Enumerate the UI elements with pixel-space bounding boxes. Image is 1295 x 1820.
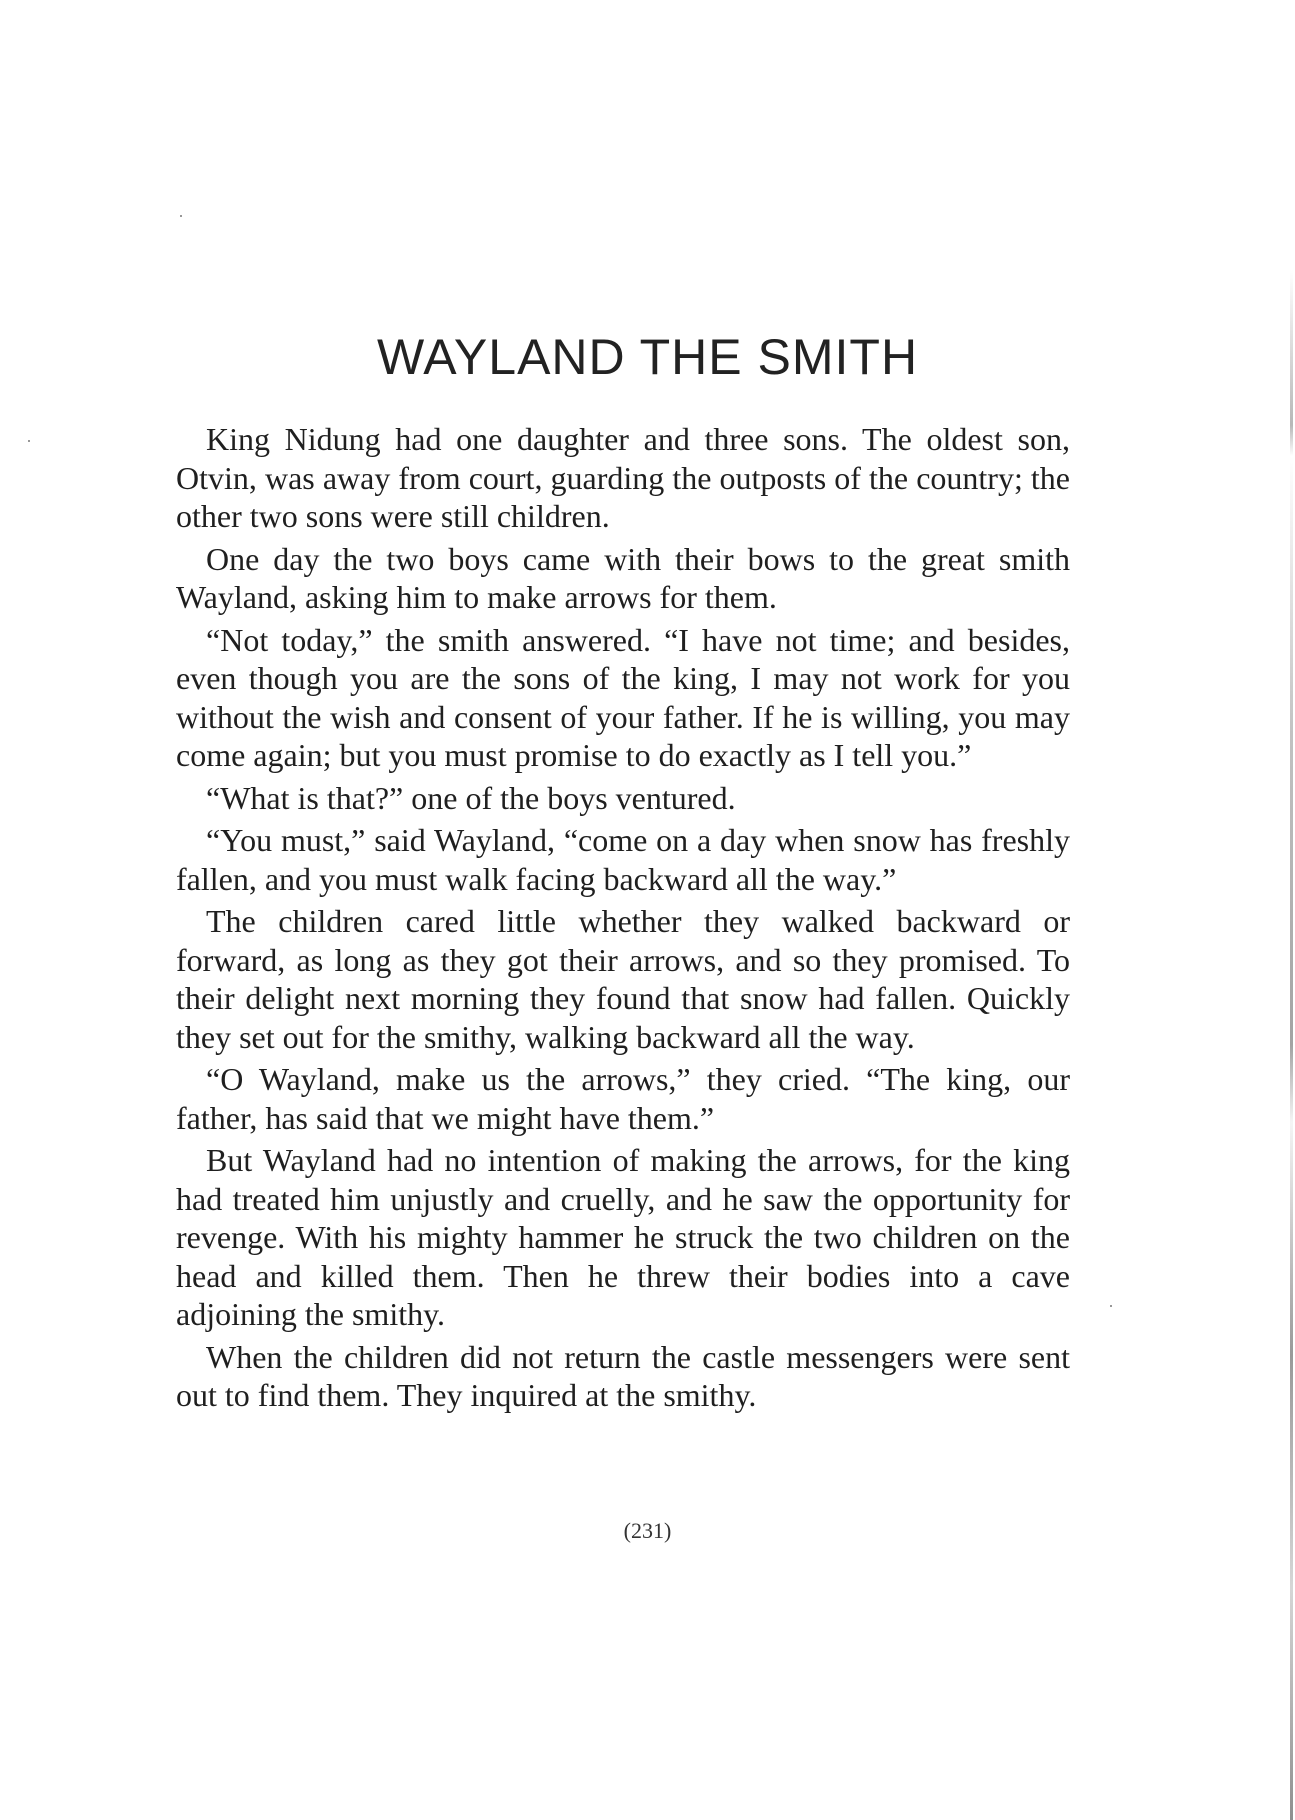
body-text <box>176 420 1070 1419</box>
paragraph: “You must,” said Wayland, “come on a day when snow has freshly fallen, and you must walk facing backward all the way.” <box>176 822 1070 897</box>
paragraph: One day the two boys came with their bows to the great smith Wayland, asking him to make arrows for them. <box>176 540 1070 615</box>
chapter-title: WAYLAND THE SMITH <box>376 329 919 385</box>
paragraph: “What is that?” one of the boys ventured. <box>206 779 736 816</box>
scan-speck <box>180 215 182 217</box>
scan-speck <box>1110 1305 1112 1307</box>
page-edge-shadow <box>1290 270 1293 1820</box>
paragraph: When the children did not return the castle messengers were sent out to find them. They inquired at the smithy. <box>176 1338 1070 1413</box>
paragraph: “Not today,” the smith answered. “I have not time; and besides, even though you are the sons of the king, I may not work for you without the wish and consent of your father. If he is willing, you may come again; but you must promise to do exactly as I tell you.” <box>176 621 1070 773</box>
paragraph: But Wayland had no intention of making the arrows, for the king had treated him unjustly and cruelly, and he saw the opportunity for revenge. With his mighty hammer he struck the two children on the head and killed them. Then he threw their bodies into a cave adjoining the smithy. <box>176 1142 1070 1332</box>
paragraph: The children cared little whether they walked backward or forward, as long as they got their arrows, and so they promised. To their delight next morning they found that snow had fallen. Quickly they set out for the smithy, walking backward all the way. <box>176 903 1070 1055</box>
paragraph: King Nidung had one daughter and three sons. The oldest son, Otvin, was away from court, guarding the outposts of the country; the other two sons were still children. <box>176 421 1070 534</box>
paragraph: “O Wayland, make us the arrows,” they cried. “The king, our father, has said that we might have them.” <box>176 1061 1070 1136</box>
page-number: (231) <box>623 1518 672 1543</box>
scan-speck <box>28 440 30 442</box>
